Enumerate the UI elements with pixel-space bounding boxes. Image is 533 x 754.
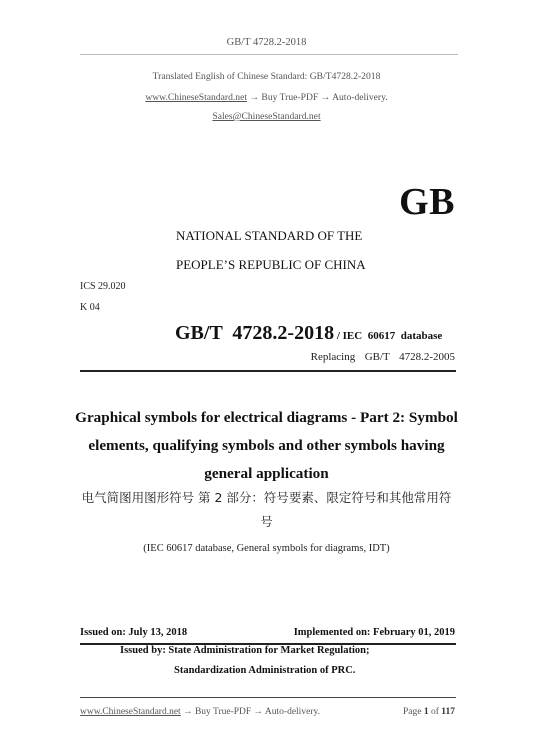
gb-logo: GB — [399, 181, 455, 223]
standard-code: GB/T 4728.2-2018 — [175, 322, 335, 344]
title-en-line-3: general application — [204, 465, 329, 482]
implemented-date: Implemented on: February 01, 2019 — [293, 627, 455, 638]
site-link[interactable]: www.ChineseStandard.net — [145, 92, 248, 103]
footer-purchase — [80, 707, 320, 717]
authority-line-2: PEOPLE’S REPUBLIC OF CHINA — [176, 257, 366, 272]
issued-by-line-1: Issued by: State Administration for Market Regulation; — [120, 645, 370, 656]
document-title-en — [60, 404, 473, 488]
purchase-line — [0, 92, 533, 103]
running-header: GB/T 4728.2-2018 — [226, 37, 307, 48]
page-of: of — [430, 707, 439, 717]
page-total: 117 — [441, 707, 455, 717]
title-en-line-1: Graphical symbols for electrical diagrams - Part 2: Symbol — [75, 409, 458, 426]
email-line — [0, 111, 533, 122]
translation-notice: Translated English of Chinese Standard: GB/T4728.2-2018 — [152, 71, 381, 82]
document-title-zh — [60, 486, 473, 534]
standard-number — [175, 322, 442, 345]
email-link[interactable]: Sales@ChineseStandard.net — [212, 111, 321, 122]
equivalence-note: (IEC 60617 database, General symbols for diagrams, IDT) — [143, 543, 390, 554]
page-label: Page — [403, 707, 422, 717]
footer-purchase-text: → Buy True-PDF → Auto-delivery. — [180, 707, 320, 717]
standard-equivalent: / IEC 60617 database — [334, 330, 443, 342]
title-zh-line-2: 号 — [260, 514, 273, 529]
footer-site-link[interactable]: www.ChineseStandard.net — [80, 707, 181, 717]
title-divider — [80, 370, 456, 372]
title-zh-line-1: 电气简图用图形符号 第 2 部分：符号要素、限定符号和其他常用符 — [81, 490, 452, 505]
issued-by-line-2: Standardization Administration of PRC. — [174, 665, 356, 676]
page-indicator — [403, 707, 455, 717]
purchase-text: → Buy True-PDF → Auto-delivery. — [249, 92, 388, 103]
title-en-line-2: elements, qualifying symbols and other symbols having — [88, 437, 445, 454]
issued-date: Issued on: July 13, 2018 — [80, 627, 188, 638]
header-divider — [80, 54, 458, 55]
ccs-code: K 04 — [80, 302, 100, 313]
footer-divider — [80, 697, 456, 698]
replacing-note: Replacing GB/T 4728.2-2005 — [310, 351, 455, 363]
ics-code: ICS 29.020 — [80, 281, 126, 292]
page-current: 1 — [423, 707, 429, 717]
authority-line-1: NATIONAL STANDARD OF THE — [176, 228, 363, 243]
